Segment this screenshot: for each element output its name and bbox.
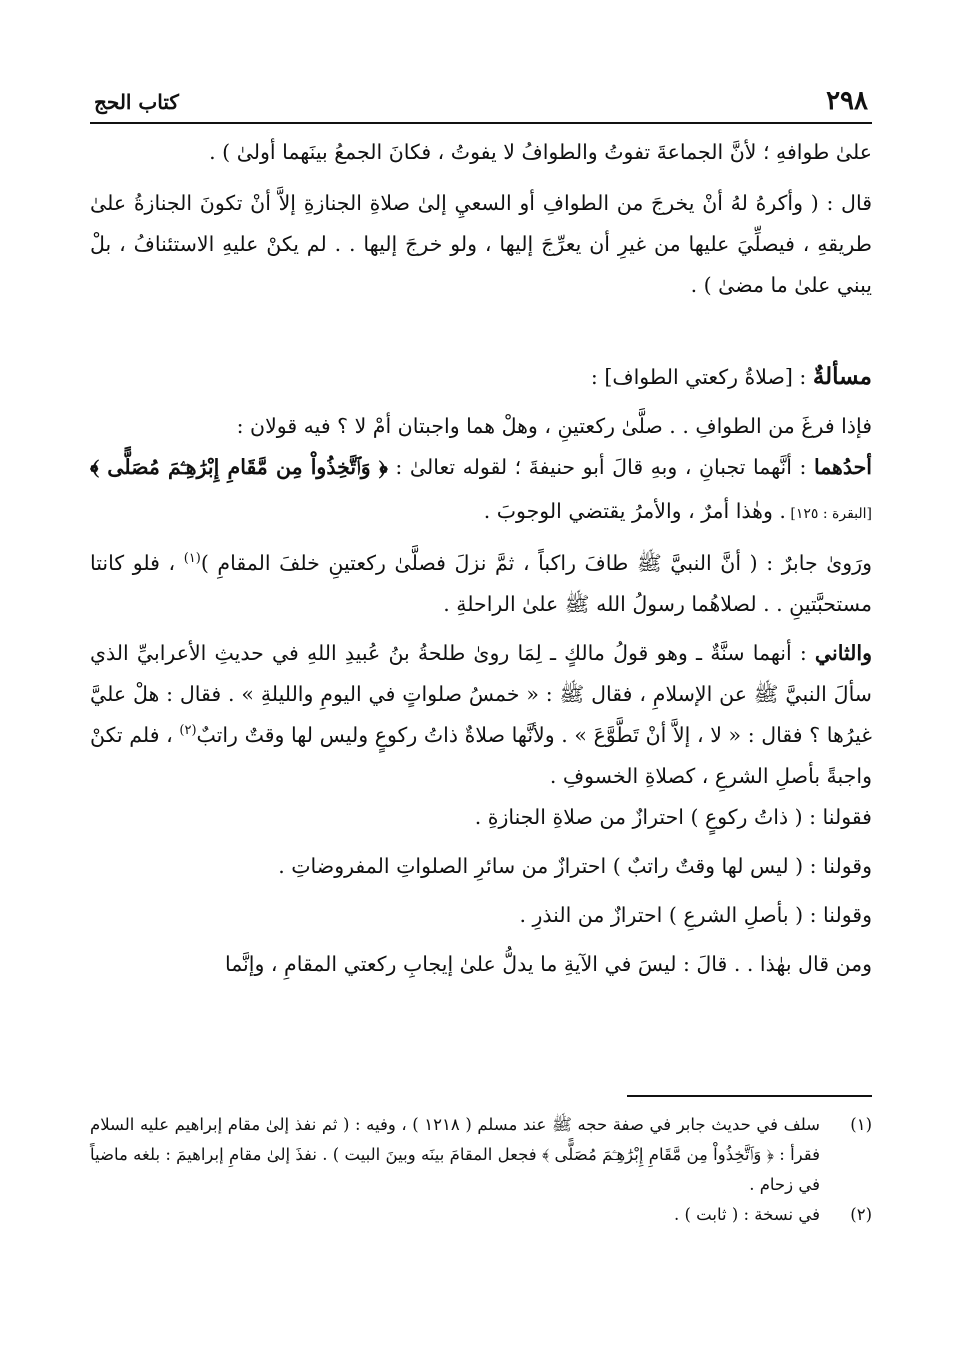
page: [90, 80, 873, 1224]
first-opinion-label: أحدُهما: [813, 455, 872, 479]
paragraph-2: قال : ( وأكرهُ لهُ أنْ يخرجَ من الطوافِ أو السعيِ إلىٰ صلاةِ الجنازةِ إلاَّ أنْ تكونَ الجنازةُ علىٰ طريقهِ ، فيصلِّيَ عليها من غيرِ أن يعرِّجَ إليها ، ولو خرجَ إليها . . لم يكنْ عليهِ الاستئنافُ ، بلْ يبني علىٰ ما مضىٰ ) .: [90, 191, 872, 297]
second-opinion-text: : أنهما سنَّةٌ ـ وهو قولُ مالكٍ ـ لِمَا روىٰ طلحةُ بنُ عُبيدِ اللهِ في حديثِ الأعرابيِّ الذي سألَ النبيَّ ﷺ عن الإسلامِ ، فقال ﷺ : « خمسُ صلواتٍ في اليومِ والليلةِ » . فقال : هلْ عليَّ غيرُها ؟ فقال : « لا ، إلاَّ أنْ تَطَّوَّعَ » . ولأنَّها صلاةٌ ذاتُ ركوعٍ وليس لها وقتٌ راتبٌ: [90, 641, 873, 747]
main-text: [90, 132, 872, 985]
first-opinion-text: : أنَّهما تجبانِ ، وبهِ قالَ أبو حنيفةَ ؛ لقوله تعالىٰ :: [387, 455, 814, 479]
quran-verse: ﴿ وَٱتَّخِذُواْ مِن مَّقَامِ إِبْرَٰهِـۧمَ مُصَلًّى ﴾: [90, 455, 388, 479]
paragraph-8: وقولنا : ( ليس لها وقتٌ راتبٌ ) احترازٌ من سائرِ الصلواتِ المفروضاتِ .: [278, 854, 872, 878]
paragraph-3: فإذا فرغَ من الطوافِ . . صلَّىٰ ركعتينِ ، وهلْ هما واجبتان أمْ لا ؟ فيه قولان :: [236, 414, 872, 438]
paragraph-10: ومن قال بهٰذا . . قالَ : ليسَ في الآيةِ ما يدلُّ علىٰ إيجابِ ركعتي المقامِ ، وإنَّما: [224, 952, 872, 976]
jabir-narration: ورَوىٰ جابرٌ : ( أنَّ النبيَّ ﷺ طافَ راكباً ، ثمَّ نزلَ فصلَّىٰ ركعتينِ خلفَ المقامِ ): [200, 551, 872, 575]
paragraph-4: [90, 447, 872, 535]
footnote-text: سلف في حديث جابر في صفة حجه ﷺ عند مسلم ( ١٢١٨ ) ، وفيه : ( ثم نفذ إلىٰ مقام إبراهيم عليه السلام فقرأ : ﴿ وَٱتَّخِذُواْ مِن مَّقَامِ إِبْرَٰهِـۧمَ مُصَلًّى ﴾ فجعل المقامَ بينَه وبينَ البيت ) . نفذَ إلىٰ مقامِ إبراهيمَ : بلغه ماضياً في زحام .: [90, 1115, 820, 1194]
second-opinion-label: والثاني: [814, 641, 872, 665]
masala-heading: [90, 356, 872, 398]
paragraph-6: [90, 633, 872, 797]
jabir-narration-tail: ، فلو كانتا مستحبَّتينِ . . لصلاهُما رسولُ الله ﷺ علىٰ الراحلةِ .: [90, 551, 872, 616]
masala-label: مسألةٌ: [812, 363, 872, 390]
verse-source: [البقرة : ١٢٥]: [785, 506, 872, 522]
footnote-ref-1[interactable]: (١): [183, 551, 201, 567]
page-number: ٢٩٨: [826, 86, 868, 116]
footnote-divider: [627, 1095, 872, 1097]
footnote-number: (٢): [850, 1205, 872, 1224]
first-opinion-tail: . وهٰذا أمرٌ ، والأمرُ يقتضي الوجوبَ .: [483, 499, 786, 523]
page-header: [90, 80, 872, 124]
footnote-2: [90, 1200, 872, 1230]
masala-title: : [صلاةُ ركعتي الطواف] :: [590, 365, 813, 389]
footnote-number: (١): [850, 1115, 872, 1134]
footnote-ref-2[interactable]: (٢): [179, 723, 197, 739]
footnote-text: في نسخة : ( ثابت ) .: [673, 1205, 820, 1224]
paragraph-1: علىٰ طوافهِ ؛ لأنَّ الجماعةَ تفوتُ والطوافُ لا يفوتُ ، فكانَ الجمعُ بينَهما أولىٰ ) .: [209, 140, 872, 164]
footnote-1: [90, 1110, 872, 1200]
second-opinion-tail: ، فلم تكنْ واجبةً بأصلِ الشرعِ ، كصلاةِ الخسوفِ .: [90, 723, 872, 788]
footnotes: [90, 1110, 872, 1230]
running-title: كتاب الحج: [94, 90, 179, 114]
paragraph-7: فقولنا : ( ذاتُ ركوعٍ ) احترازٌ من صلاةِ الجنازةِ .: [474, 805, 872, 829]
paragraph-9: وقولنا : ( بأصلِ الشرعِ ) احترازٌ من النذرِ .: [519, 903, 872, 927]
paragraph-5: [90, 543, 872, 625]
